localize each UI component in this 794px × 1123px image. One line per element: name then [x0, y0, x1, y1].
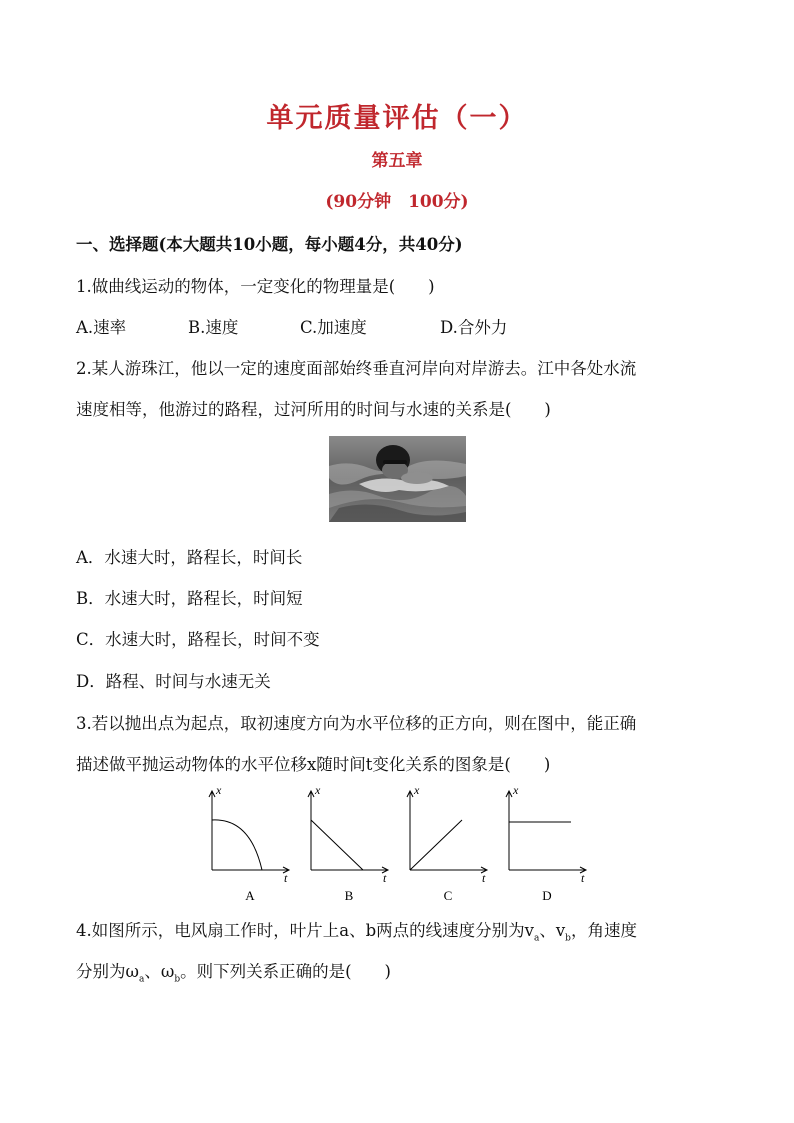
q4-text-2b: 、ω [144, 962, 175, 981]
q3-stem-line1: 3.若以抛出点为起点，取初速度方向为水平位移的正方向，则在图中，能正确 [76, 714, 637, 733]
page-title: 单元质量评估（一） [266, 103, 528, 134]
graph-a-curve [212, 820, 262, 870]
swimmer-photo [329, 436, 466, 522]
q2-option-d: D．路程、时间与水速无关 [76, 672, 271, 691]
graph-d-x-label: t [581, 871, 585, 885]
q4-text-2c: 。则下列关系正确的是( ) [180, 962, 391, 981]
q2-option-b: B．水速大时，路程长，时间短 [76, 589, 303, 608]
graph-c-y-label: x [414, 784, 420, 797]
q4-stem-line2 [76, 958, 391, 984]
graph-d-y-label: x [513, 784, 519, 797]
q1-option-b: B.速度 [188, 318, 239, 337]
q1-option-c: C.加速度 [300, 318, 367, 337]
q4-sub-b: b [565, 933, 571, 944]
q3-stem-line2: 描述做平抛运动物体的水平位移x随时间t变化关系的图象是( ) [76, 755, 551, 774]
q1-option-a: A.速率 [76, 318, 127, 337]
graph-a-x-label: t [284, 871, 288, 885]
graph-a-label: A [245, 888, 255, 903]
q4-text-1a: 4.如图所示，电风扇工作时，叶片上a、b两点的线速度分别为v [76, 921, 534, 940]
q2-stem-line2: 速度相等，他游过的路程，过河所用的时间与水速的关系是( ) [76, 400, 551, 419]
graph-c-label: C [443, 888, 453, 903]
q4-sub-a: a [533, 933, 540, 944]
graph-a-y-label: x [216, 784, 222, 797]
graph-b-x-label: t [383, 871, 387, 885]
q4-text-2a: 分别为ω [76, 962, 139, 981]
q4-sub-a2: a [138, 974, 145, 985]
q2-option-c: C．水速大时，路程长，时间不变 [76, 630, 320, 649]
q1-option-d: D.合外力 [440, 318, 508, 337]
q2-stem-line1: 2.某人游珠江，他以一定的速度面部始终垂直河岸向对岸游去。江中各处水流 [76, 359, 637, 378]
q4-stem-line1 [76, 917, 637, 943]
q4-text-1c: ，角速度 [570, 921, 637, 940]
chapter-label: 第五章 [371, 151, 423, 171]
q2-option-a: A．水速大时，路程长，时间长 [76, 548, 303, 567]
graph-b-y-label: x [315, 784, 321, 797]
q3-graphs [200, 784, 600, 906]
graph-b-curve [311, 820, 363, 870]
section-heading: 一、选择题(本大题共10小题，每小题4分，共40分) [76, 235, 463, 254]
graph-c-curve [410, 820, 462, 870]
q4-sub-b2: b [174, 974, 181, 985]
q4-text-1b: 、v [539, 921, 566, 940]
exam-duration: (90分钟 100分) [325, 192, 469, 212]
graph-b-label: B [344, 888, 354, 903]
q1-stem: 1.做曲线运动的物体，一定变化的物理量是( ) [76, 277, 435, 296]
graph-d-label: D [542, 888, 552, 903]
graph-c-x-label: t [482, 871, 486, 885]
